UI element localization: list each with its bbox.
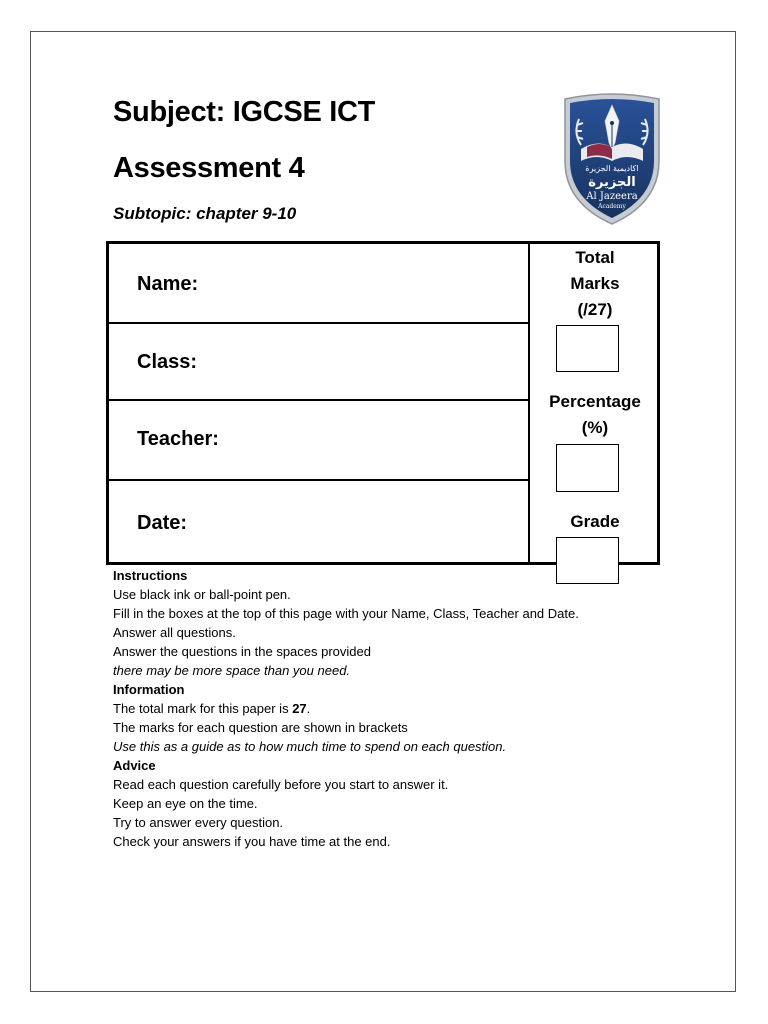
date-row[interactable] <box>109 481 528 562</box>
advice-line: Read each question carefully before you start to answer it. <box>113 777 449 792</box>
marks-line: The marks for each question are shown in brackets <box>113 720 408 735</box>
instruction-line: Fill in the boxes at the top of this page with your Name, Class, Teacher and Date. <box>113 606 579 621</box>
teacher-row[interactable] <box>109 401 528 481</box>
al-jazeera-academy-logo <box>559 91 665 227</box>
instruction-italic-line: there may be more space than you need. <box>113 663 351 678</box>
date-label: Date: <box>137 512 188 534</box>
advice-line: Check your answers if you have time at the end. <box>113 834 391 849</box>
total-label-line-1: Total <box>575 248 615 267</box>
total-label-line-3: (/27) <box>577 300 613 319</box>
logo-sub: Academy <box>598 203 626 210</box>
advice-heading: Advice <box>113 758 156 773</box>
total-mark-value: 27 <box>292 701 307 716</box>
grade-label: Grade <box>570 512 620 531</box>
assessment-title: Assessment 4 <box>113 152 305 184</box>
name-label: Name: <box>137 273 199 295</box>
class-label: Class: <box>137 351 198 373</box>
total-mark-line <box>113 699 579 718</box>
instruction-line: Answer all questions. <box>113 625 236 640</box>
student-info-table <box>106 241 660 565</box>
instructions-heading: Instructions <box>113 568 188 583</box>
total-marks-box[interactable] <box>556 325 619 372</box>
instruction-line: Use black ink or ball-point pen. <box>113 587 291 602</box>
logo-arabic-small: اكاديمية الجزيرة <box>585 164 639 173</box>
total-mark-suffix: . <box>306 701 311 716</box>
student-fields-column <box>109 244 530 562</box>
percentage-label <box>530 389 660 441</box>
teacher-label: Teacher: <box>137 428 219 450</box>
total-marks-label <box>530 245 660 323</box>
total-label-line-2: Marks <box>570 274 620 293</box>
pct-label-line-1: Percentage <box>549 392 641 411</box>
pct-label-line-2: (%) <box>581 418 609 437</box>
name-row[interactable] <box>109 244 528 324</box>
advice-line: Keep an eye on the time. <box>113 796 258 811</box>
information-italic-line: Use this as a guide as to how much time to spend on each question. <box>113 739 507 754</box>
instruction-line: Answer the questions in the spaces provided <box>113 644 371 659</box>
logo-name: Al Jazeera <box>586 191 638 202</box>
information-heading: Information <box>113 682 185 697</box>
svg-text:الجزيرة: الجزيرة <box>588 175 636 190</box>
subtopic-label: Subtopic: chapter 9-10 <box>113 204 297 223</box>
class-row[interactable] <box>109 324 528 401</box>
total-mark-prefix: The total mark for this paper is <box>113 701 293 716</box>
subject-title: Subject: IGCSE ICT <box>113 96 376 128</box>
percentage-box[interactable] <box>556 444 619 492</box>
advice-line: Try to answer every question. <box>113 815 284 830</box>
instructions-block <box>113 566 579 851</box>
